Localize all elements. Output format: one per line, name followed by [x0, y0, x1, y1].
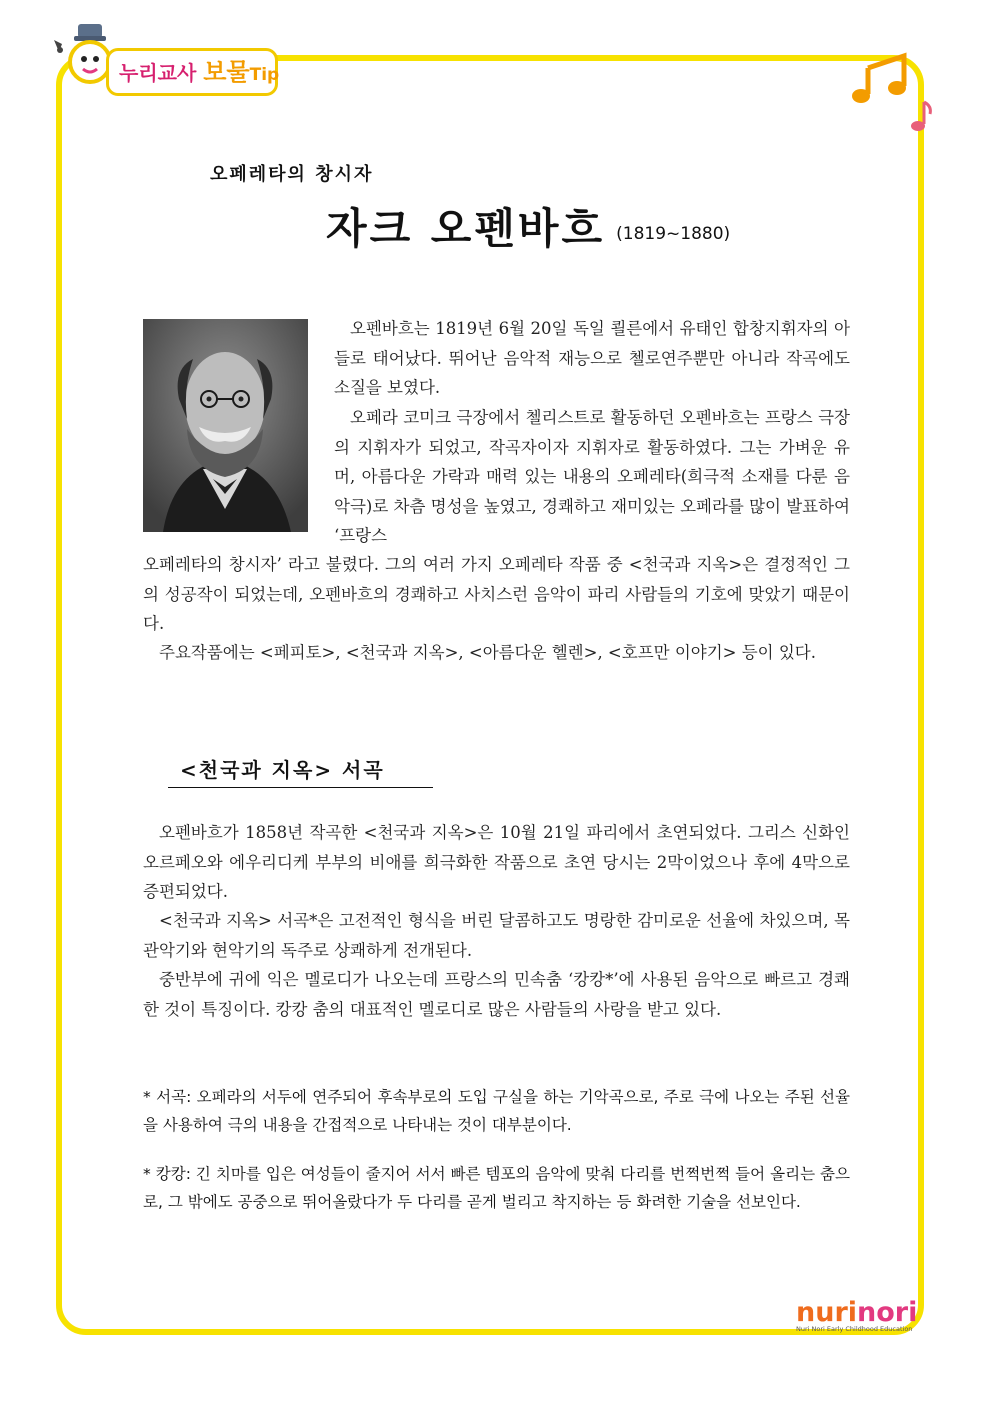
- footnote-cancan: * 캉캉: 긴 치마를 입은 여성들이 줄지어 서서 빠른 템포의 음악에 맞춰 다리를 번쩍번쩍 들어 올리는 춤으로, 그 밖에도 공중으로 뛰어올랐다가 두 다리를 곧게 벌리고 착지하는 등 화려한 기술을 선보인다.: [143, 1165, 850, 1211]
- logo-word-nori: nori: [857, 1297, 918, 1328]
- intro-paragraph-1: 오펜바흐는 1819년 6월 20일 독일 쾰른에서 유태인 합창지휘자의 아들로 태어났다. 뛰어난 음악적 재능으로 첼로연주뿐만 아니라 작곡에도 소질을 보였다.: [334, 319, 850, 397]
- teacher-tip-badge: [106, 48, 278, 96]
- music-notes-icon: [846, 50, 936, 140]
- logo-word-nuri: nuri: [796, 1297, 858, 1328]
- badge-label-tip: Tip: [249, 65, 280, 85]
- life-years: (1819~1880): [616, 224, 731, 244]
- page-title: 자크 오펜바흐: [326, 204, 606, 253]
- title-row: [326, 196, 730, 256]
- nurinori-logo: [796, 1297, 918, 1333]
- section-paragraph-1: 오펜바흐가 1858년 작곡한 <천국과 지옥>은 10월 21일 파리에서 초연되었다. 그리스 신화인 오르페오와 에우리디케 부부의 비애를 희극화한 작품으로 초연 당시는 2막이었으나 후에 4막으로 증편되었다.: [143, 823, 850, 901]
- intro-paragraph-2b: 오페레타의 창시자’ 라고 불렸다. 그의 여러 가지 오페레타 작품 중 <천국과 지옥>은 결정적인 그의 성공작이 되었는데, 오펜바흐의 경쾌하고 사치스런 음악이 파리 사람들의 기호에 맞았기 때문이다.: [143, 555, 850, 633]
- section-paragraph-3: 중반부에 귀에 익은 멜로디가 나오는데 프랑스의 민속춤 ‘캉캉*’에 사용된 음악으로 빠르고 경쾌한 것이 특징이다. 캉캉 춤의 대표적인 멜로디로 많은 사람들의 사랑을 받고 있다.: [143, 970, 850, 1019]
- page-subtitle: 오페레타의 창시자: [210, 164, 374, 185]
- composer-portrait: [143, 319, 308, 532]
- logo-tagline: Nuri Nori Early Childhood Education: [796, 1325, 913, 1333]
- badge-label-teacher: 누리교사: [119, 61, 197, 85]
- footnote-overture: * 서곡: 오페라의 서두에 연주되어 후속부로의 도입 구실을 하는 기악곡으로, 주로 극에 나오는 주된 선율을 사용하여 극의 내용을 간접적으로 나타내는 것이 대부분이다.: [143, 1088, 850, 1134]
- intro-paragraph-2a: 오페라 코미크 극장에서 첼리스트로 활동하던 오펜바흐는 프랑스 극장의 지휘자가 되었고, 작곡자이자 지휘자로 활동하였다. 그는 가벼운 유머, 아름다운 가락과 매력 있는 내용의 오페레타(희극적 소재를 다룬 음악극)로 차츰 명성을 높였고, 경쾌하고 재미있는 오페라를 많이 발표하여 ‘프랑스: [334, 408, 850, 545]
- section-paragraph-2: <천국과 지옥> 서곡*은 고전적인 형식을 버린 달콤하고도 명랑한 감미로운 선율에 차있으며, 목관악기와 현악기의 독주로 상쾌하게 전개된다.: [143, 911, 850, 960]
- section-heading: <천국과 지옥> 서곡: [168, 754, 433, 788]
- badge-label-treasure: 보물: [203, 58, 250, 86]
- intro-paragraph-3: 주요작품에는 <페피토>, <천국과 지옥>, <아름다운 헬렌>, <호프만 이야기> 등이 있다.: [159, 643, 816, 662]
